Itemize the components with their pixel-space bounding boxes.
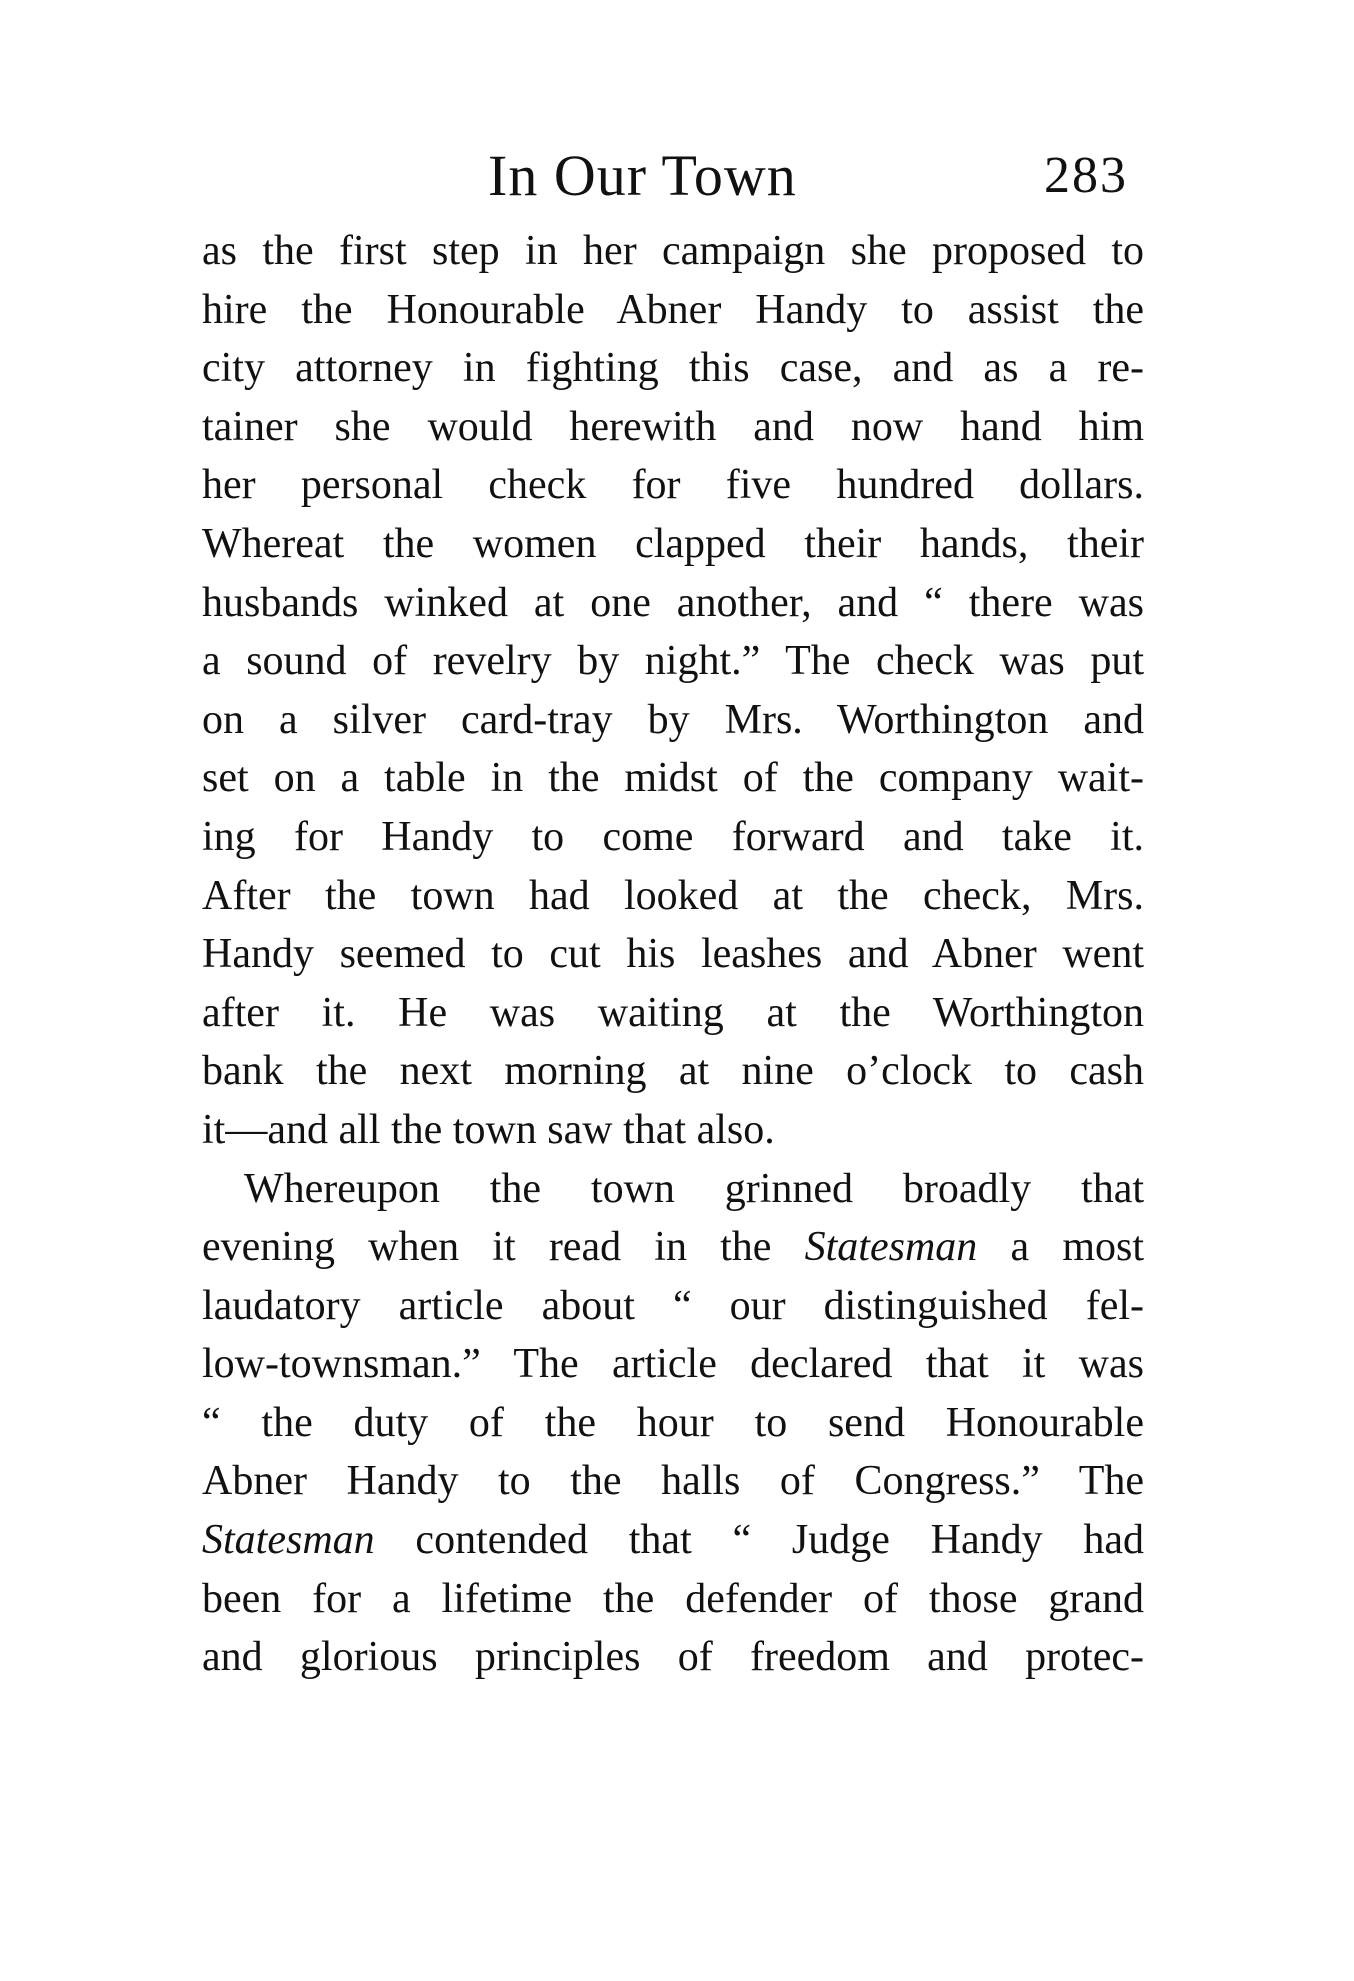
- text-line: Whereat the women clapped their hands, their: [202, 520, 1144, 567]
- text-line: as the first step in her campaign she proposed to: [202, 228, 1144, 274]
- newspaper-name: Statesman: [804, 1224, 978, 1271]
- text-line: it—and all the town saw that also.: [202, 1106, 775, 1153]
- text-line: on a silver card-tray by Mrs. Worthington and: [202, 696, 1144, 743]
- body-text: [202, 222, 1144, 1687]
- text-line: a sound of revelry by night.” The check was put: [202, 638, 1144, 685]
- running-header: [0, 140, 1354, 212]
- text-line: After the town had looked at the check, Mrs.: [202, 872, 1144, 919]
- text-span: contended that “ Judge Handy had: [415, 1517, 1145, 1564]
- text-line: tainer she would herewith and now hand him: [202, 403, 1144, 450]
- text-span: a most: [1010, 1224, 1144, 1271]
- text-line: Whereupon the town grinned broadly that: [244, 1165, 1144, 1212]
- text-line: and glorious principles of freedom and protec-: [202, 1634, 1144, 1681]
- text-line: hire the Honourable Abner Handy to assist the: [202, 286, 1144, 333]
- page-number: 283: [1044, 147, 1128, 204]
- text-line: been for a lifetime the defender of those grand: [202, 1575, 1144, 1622]
- text-line: laudatory article about “ our distinguished fel-: [202, 1282, 1144, 1329]
- text-line: Abner Handy to the halls of Congress.” The: [202, 1458, 1144, 1505]
- text-line: husbands winked at one another, and “ there was: [202, 579, 1144, 626]
- text-line: ing for Handy to come forward and take it.: [202, 813, 1144, 860]
- text-line: her personal check for five hundred dollars.: [202, 462, 1144, 509]
- text-line: after it. He was waiting at the Worthington: [202, 989, 1144, 1036]
- text-line: set on a table in the midst of the company wait-: [202, 755, 1144, 802]
- text-line: “ the duty of the hour to send Honourable: [202, 1399, 1144, 1446]
- text-line: Handy seemed to cut his leashes and Abner went: [202, 931, 1144, 978]
- newspaper-name: Statesman: [202, 1517, 375, 1564]
- text-line: city attorney in fighting this case, and as a re-: [202, 345, 1144, 392]
- text-line: bank the next morning at nine o’clock to cash: [202, 1048, 1144, 1095]
- text-line: [202, 1218, 1144, 1277]
- text-line: low-townsman.” The article declared that it was: [202, 1341, 1144, 1388]
- text-span: evening when it read in the: [202, 1224, 772, 1271]
- text-line: [202, 1511, 1144, 1570]
- running-title: In Our Town: [488, 143, 797, 208]
